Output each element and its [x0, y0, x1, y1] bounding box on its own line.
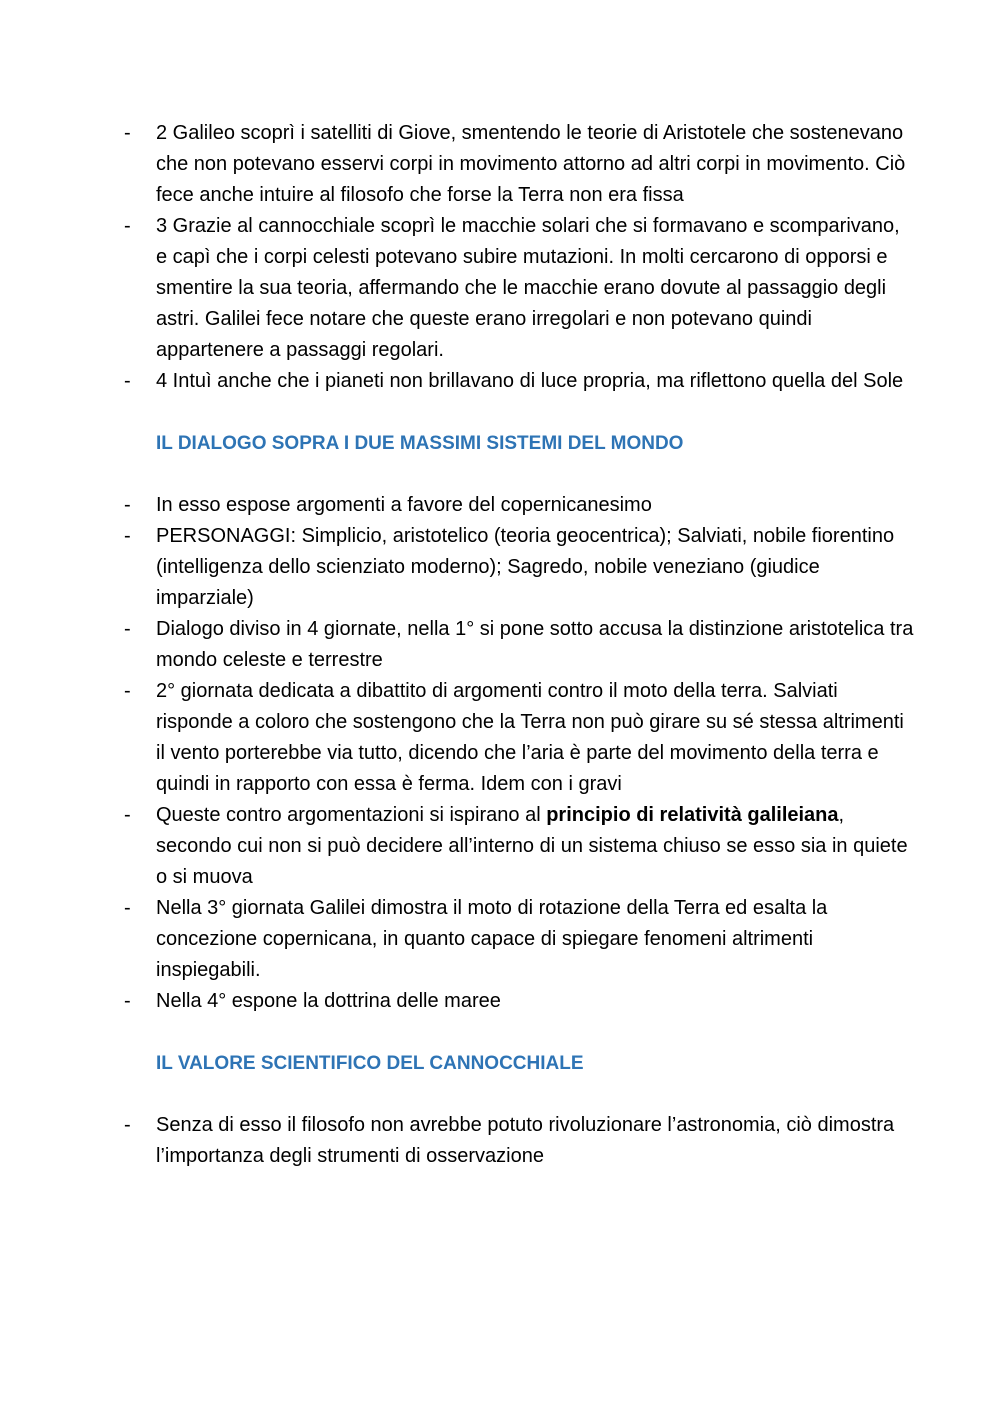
list-item-relativity [124, 800, 914, 893]
list-item-text: Dialogo diviso in 4 giornate, nella 1° si pone sotto accusa la distinzione aristotelica tra mondo celeste e terrestre [156, 618, 914, 671]
section3-list [124, 1110, 914, 1172]
relativity-principle-bold: principio di relatività galileiana [546, 804, 839, 826]
section1-list [124, 118, 914, 397]
bullet-dash: - [124, 804, 131, 826]
relativity-text-after: , secondo cui non si può decidere all’interno di un sistema chiuso se esso sia in quiete o si muova [156, 804, 908, 888]
list-item-text: 3 Grazie al cannocchiale scoprì le macchie solari che si formavano e scomparivano, e capì che i corpi celesti potevano subire mutazioni. In molti cercarono di opporsi e smentire la sua teoria, affermando che le macchie erano dovute al passaggio degli astri. Galilei fece notare che queste erano irregolari e non potevano quindi appartenere a passaggi regolari. [156, 215, 900, 361]
bullet-dash: - [124, 370, 131, 392]
bullet-dash: - [124, 1114, 131, 1136]
list-item [124, 676, 914, 800]
list-item [124, 211, 914, 366]
bullet-dash: - [124, 525, 131, 547]
bullet-dash: - [124, 897, 131, 919]
bullet-dash: - [124, 680, 131, 702]
list-item [124, 893, 914, 986]
bullet-dash: - [124, 990, 131, 1012]
document-content [124, 118, 914, 1172]
list-item-text: Senza di esso il filosofo non avrebbe potuto rivoluzionare l’astronomia, ciò dimostra l’importanza degli strumenti di osservazione [156, 1114, 895, 1167]
relativity-text-before: Queste contro argomentazioni si ispirano al [156, 804, 547, 826]
bullet-dash: - [124, 215, 131, 237]
list-item-text: 2° giornata dedicata a dibattito di argomenti contro il moto della terra. Salviati risponde a coloro che sostengono che la Terra non può girare su sé stessa altrimenti il vento porterebbe via tutto, dicendo che l’aria è parte del movimento della terra e quindi in rapporto con essa è ferma. Idem con i gravi [156, 680, 904, 795]
list-item [124, 521, 914, 614]
list-item-text: Nella 3° giornata Galilei dimostra il moto di rotazione della Terra ed esalta la concezione copernicana, in quanto capace di spiegare fenomeni altrimenti inspiegabili. [156, 897, 828, 981]
bullet-dash: - [124, 122, 131, 144]
list-item-text: PERSONAGGI: Simplicio, aristotelico (teoria geocentrica); Salviati, nobile fiorentino (intelligenza dello scienziato moderno); Sagredo, nobile veneziano (giudice imparziale) [156, 525, 895, 609]
list-item-text: Nella 4° espone la dottrina delle maree [156, 990, 501, 1012]
list-item [124, 366, 914, 397]
list-item-text: In esso espose argomenti a favore del copernicanesimo [156, 494, 652, 516]
list-item [124, 490, 914, 521]
list-item [124, 118, 914, 211]
section-heading-dialogo: IL DIALOGO SOPRA I DUE MASSIMI SISTEMI DEL MONDO [156, 433, 684, 454]
section2-list [124, 490, 914, 1017]
list-item [124, 1110, 914, 1172]
list-item [124, 614, 914, 676]
list-item [124, 986, 914, 1017]
list-item-text: 2 Galileo scoprì i satelliti di Giove, smentendo le teorie di Aristotele che sostenevano che non potevano esservi corpi in movimento attorno ad altri corpi in movimento. Ciò fece anche intuire al filosofo che forse la Terra non era fissa [156, 122, 906, 206]
list-item-text: 4 Intuì anche che i pianeti non brillavano di luce propria, ma riflettono quella del Sole [156, 370, 904, 392]
bullet-dash: - [124, 618, 131, 640]
bullet-dash: - [124, 494, 131, 516]
section-heading-cannocchiale: IL VALORE SCIENTIFICO DEL CANNOCCHIALE [156, 1053, 584, 1074]
